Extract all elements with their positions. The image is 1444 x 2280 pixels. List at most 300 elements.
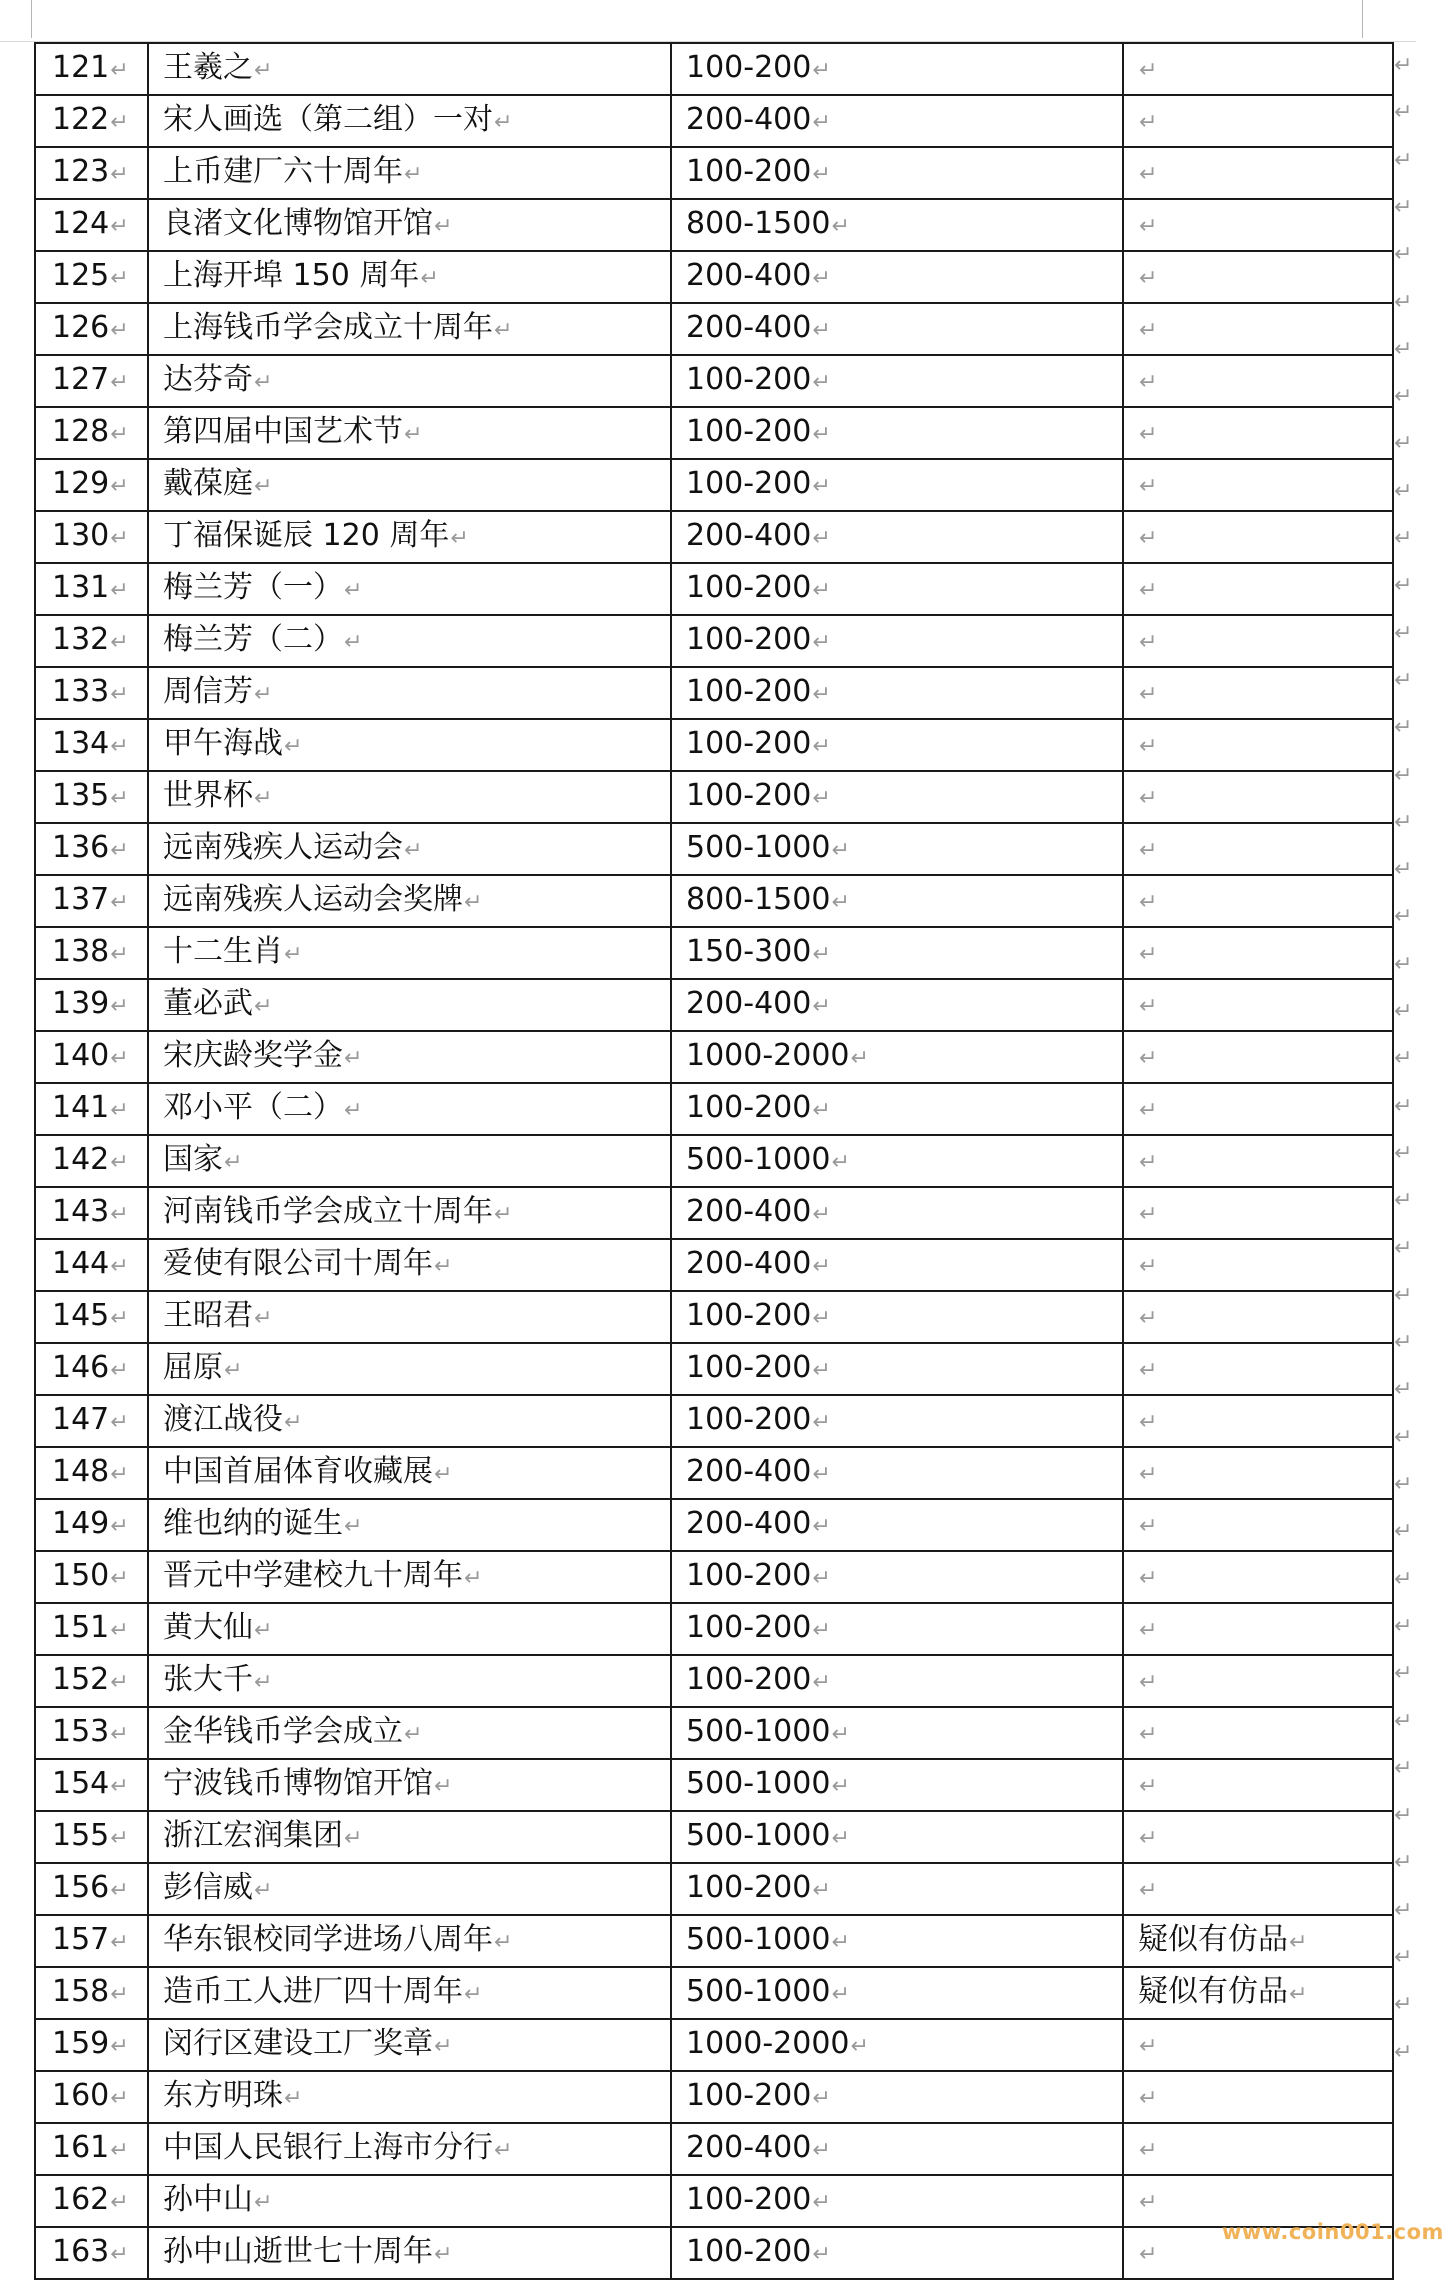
- row-number-cell: [35, 667, 148, 719]
- row-end-mark-icon: ↵: [1394, 667, 1413, 693]
- price-range-cell: [671, 511, 1123, 563]
- paragraph-mark-icon: ↵: [812, 630, 831, 655]
- row-number-cell: [35, 407, 148, 459]
- paragraph-mark-icon: ↵: [812, 578, 831, 603]
- table-row: [35, 1967, 1393, 2019]
- row-number-cell: [35, 1447, 148, 1499]
- table-row: [35, 43, 1393, 95]
- paragraph-mark-icon: ↵: [831, 1826, 850, 1851]
- paragraph-mark-icon: ↵: [110, 578, 129, 603]
- price-range-cell: [671, 1187, 1123, 1239]
- price-range-cell: [671, 1291, 1123, 1343]
- row-end-mark-icon: ↵: [1394, 951, 1413, 977]
- coin-name-cell: [148, 1135, 671, 1187]
- row-number-text: 132: [52, 622, 110, 657]
- price-range-cell: [671, 1915, 1123, 1967]
- row-end-mark-icon: ↵: [1394, 1613, 1413, 1639]
- row-end-mark-icon: ↵: [1394, 242, 1413, 268]
- coin-name-cell: [148, 1343, 671, 1395]
- paragraph-mark-icon: ↵: [1139, 1566, 1158, 1591]
- paragraph-mark-icon: ↵: [812, 1098, 831, 1123]
- paragraph-mark-icon: ↵: [110, 110, 129, 135]
- row-number-cell: [35, 1811, 148, 1863]
- table-row: [35, 1395, 1393, 1447]
- price-range-cell: [671, 1707, 1123, 1759]
- remark-cell: [1123, 459, 1393, 511]
- coin-name-cell: [148, 1395, 671, 1447]
- coin-name-text: 维也纳的诞生: [163, 1506, 343, 1541]
- paragraph-mark-icon: ↵: [812, 1618, 831, 1643]
- row-number-cell: [35, 1499, 148, 1551]
- row-number-text: 146: [52, 1350, 110, 1385]
- paragraph-mark-icon: ↵: [812, 266, 831, 291]
- paragraph-mark-icon: ↵: [110, 1722, 129, 1747]
- paragraph-mark-icon: ↵: [110, 58, 129, 83]
- table-row: [35, 303, 1393, 355]
- paragraph-mark-icon: ↵: [1139, 1774, 1158, 1799]
- paragraph-mark-icon: ↵: [110, 1930, 129, 1955]
- table-row: [35, 1499, 1393, 1551]
- price-range-text: 200-400: [686, 518, 812, 553]
- price-range-cell: [671, 2227, 1123, 2279]
- paragraph-mark-icon: ↵: [1139, 1358, 1158, 1383]
- paragraph-mark-icon: ↵: [1139, 1254, 1158, 1279]
- paragraph-mark-icon: ↵: [344, 630, 363, 655]
- price-range-text: 100-200: [686, 778, 812, 813]
- row-number-text: 160: [52, 2078, 110, 2113]
- price-range-cell: [671, 1135, 1123, 1187]
- coin-name-text: 周信芳: [163, 674, 253, 709]
- price-range-text: 100-200: [686, 1298, 812, 1333]
- paragraph-mark-icon: ↵: [494, 1202, 513, 1227]
- coin-name-cell: [148, 875, 671, 927]
- price-range-text: 100-200: [686, 726, 812, 761]
- coin-name-cell: [148, 1239, 671, 1291]
- row-number-cell: [35, 2071, 148, 2123]
- price-range-text: 100-200: [686, 1350, 812, 1385]
- price-range-cell: [671, 303, 1123, 355]
- row-number-text: 144: [52, 1246, 110, 1281]
- price-range-text: 100-200: [686, 154, 812, 189]
- row-number-cell: [35, 875, 148, 927]
- paragraph-mark-icon: ↵: [812, 370, 831, 395]
- paragraph-mark-icon: ↵: [464, 1566, 483, 1591]
- row-number-cell: [35, 95, 148, 147]
- row-number-text: 159: [52, 2026, 110, 2061]
- table-row: [35, 1707, 1393, 1759]
- paragraph-mark-icon: ↵: [110, 474, 129, 499]
- price-range-cell: [671, 2071, 1123, 2123]
- paragraph-mark-icon: ↵: [812, 318, 831, 343]
- paragraph-mark-icon: ↵: [1139, 2086, 1158, 2111]
- price-range-cell: [671, 1499, 1123, 1551]
- paragraph-mark-icon: ↵: [812, 1306, 831, 1331]
- paragraph-mark-icon: ↵: [1139, 58, 1158, 83]
- coin-name-cell: [148, 2123, 671, 2175]
- price-range-cell: [671, 2019, 1123, 2071]
- row-end-mark-icon: ↵: [1394, 573, 1413, 599]
- price-range-cell: [671, 1967, 1123, 2019]
- paragraph-mark-icon: ↵: [1139, 266, 1158, 291]
- remark-cell: [1123, 1915, 1393, 1967]
- row-number-text: 151: [52, 1610, 110, 1645]
- remark-cell: [1123, 1343, 1393, 1395]
- price-range-text: 100-200: [686, 1870, 812, 1905]
- coin-name-cell: [148, 147, 671, 199]
- paragraph-mark-icon: ↵: [1289, 1982, 1308, 2007]
- paragraph-mark-icon: ↵: [404, 838, 423, 863]
- paragraph-mark-icon: ↵: [850, 2034, 869, 2059]
- paragraph-mark-icon: ↵: [110, 2242, 129, 2267]
- row-end-mark-icon: ↵: [1394, 2039, 1413, 2065]
- paragraph-mark-icon: ↵: [434, 2242, 453, 2267]
- coin-name-text: 王羲之: [163, 50, 253, 85]
- price-range-text: 100-200: [686, 1662, 812, 1697]
- table-row: [35, 459, 1393, 511]
- paragraph-mark-icon: ↵: [434, 214, 453, 239]
- paragraph-mark-icon: ↵: [110, 838, 129, 863]
- coin-name-cell: [148, 927, 671, 979]
- row-end-mark-icon: ↵: [1394, 762, 1413, 788]
- paragraph-mark-icon: ↵: [1139, 162, 1158, 187]
- price-range-cell: [671, 2123, 1123, 2175]
- paragraph-mark-icon: ↵: [812, 2242, 831, 2267]
- remark-cell: [1123, 407, 1393, 459]
- paragraph-mark-icon: ↵: [284, 734, 303, 759]
- paragraph-mark-icon: ↵: [831, 1774, 850, 1799]
- paragraph-mark-icon: ↵: [494, 1930, 513, 1955]
- row-end-mark-icon: ↵: [1394, 809, 1413, 835]
- table-row: [35, 563, 1393, 615]
- row-number-cell: [35, 979, 148, 1031]
- paragraph-mark-icon: ↵: [110, 1202, 129, 1227]
- coin-name-text: 上币建厂六十周年: [163, 154, 403, 189]
- coin-name-text: 彭信威: [163, 1870, 253, 1905]
- table-row: [35, 1811, 1393, 1863]
- paragraph-mark-icon: ↵: [812, 2086, 831, 2111]
- coin-name-text: 丁福保诞辰 120 周年: [163, 518, 450, 553]
- price-range-text: 100-200: [686, 570, 812, 605]
- row-number-cell: [35, 1967, 148, 2019]
- paragraph-mark-icon: ↵: [434, 1774, 453, 1799]
- paragraph-mark-icon: ↵: [110, 370, 129, 395]
- paragraph-mark-icon: ↵: [812, 994, 831, 1019]
- coin-name-cell: [148, 615, 671, 667]
- coin-price-table: [34, 42, 1394, 2280]
- price-range-text: 1000-2000: [686, 2026, 850, 2061]
- row-end-mark-icon: ↵: [1394, 1803, 1413, 1829]
- table-row: [35, 1447, 1393, 1499]
- paragraph-mark-icon: ↵: [110, 786, 129, 811]
- coin-name-cell: [148, 43, 671, 95]
- price-range-cell: [671, 1603, 1123, 1655]
- row-number-cell: [35, 1395, 148, 1447]
- paragraph-mark-icon: ↵: [1139, 474, 1158, 499]
- table-row: [35, 875, 1393, 927]
- row-number-text: 155: [52, 1818, 110, 1853]
- paragraph-mark-icon: ↵: [464, 890, 483, 915]
- table-row: [35, 771, 1393, 823]
- price-range-text: 100-200: [686, 1610, 812, 1645]
- paragraph-mark-icon: ↵: [812, 526, 831, 551]
- remark-cell: [1123, 1135, 1393, 1187]
- remark-cell: [1123, 1863, 1393, 1915]
- price-range-cell: [671, 1031, 1123, 1083]
- paragraph-mark-icon: ↵: [110, 1410, 129, 1435]
- price-range-text: 200-400: [686, 1194, 812, 1229]
- table-row: [35, 355, 1393, 407]
- price-range-cell: [671, 2175, 1123, 2227]
- paragraph-mark-icon: ↵: [110, 1254, 129, 1279]
- row-number-cell: [35, 2175, 148, 2227]
- row-end-mark-icon: ↵: [1394, 1188, 1413, 1214]
- coin-name-text: 东方明珠: [163, 2078, 283, 2113]
- row-number-text: 139: [52, 986, 110, 1021]
- paragraph-mark-icon: ↵: [1139, 994, 1158, 1019]
- coin-name-text: 河南钱币学会成立十周年: [163, 1194, 493, 1229]
- remark-cell: [1123, 1239, 1393, 1291]
- paragraph-mark-icon: ↵: [1139, 1462, 1158, 1487]
- row-end-mark-icon: ↵: [1394, 857, 1413, 883]
- coin-name-text: 第四届中国艺术节: [163, 414, 403, 449]
- row-number-text: 163: [52, 2234, 110, 2269]
- price-range-text: 200-400: [686, 2130, 812, 2165]
- paragraph-mark-icon: ↵: [254, 786, 273, 811]
- table-row: [35, 1187, 1393, 1239]
- paragraph-mark-icon: ↵: [1139, 1514, 1158, 1539]
- row-number-cell: [35, 2227, 148, 2279]
- row-number-text: 135: [52, 778, 110, 813]
- row-end-mark-icon: ↵: [1394, 1897, 1413, 1923]
- coin-name-cell: [148, 979, 671, 1031]
- paragraph-mark-icon: ↵: [110, 266, 129, 291]
- paragraph-mark-icon: ↵: [110, 1774, 129, 1799]
- paragraph-mark-icon: ↵: [1139, 526, 1158, 551]
- page-corner-mark-right: [1362, 0, 1363, 38]
- remark-cell: [1123, 2019, 1393, 2071]
- row-end-mark-icon: ↵: [1394, 1140, 1413, 1166]
- coin-name-text: 渡江战役: [163, 1402, 283, 1437]
- paragraph-mark-icon: ↵: [224, 1150, 243, 1175]
- remark-cell: [1123, 1707, 1393, 1759]
- row-number-text: 157: [52, 1922, 110, 1957]
- remark-cell: [1123, 1083, 1393, 1135]
- coin-name-text: 中国人民银行上海市分行: [163, 2130, 493, 2165]
- paragraph-mark-icon: ↵: [1139, 1150, 1158, 1175]
- coin-name-text: 宁波钱币博物馆开馆: [163, 1766, 433, 1801]
- coin-name-cell: [148, 1603, 671, 1655]
- row-number-text: 134: [52, 726, 110, 761]
- coin-name-cell: [148, 823, 671, 875]
- row-number-text: 153: [52, 1714, 110, 1749]
- row-number-text: 152: [52, 1662, 110, 1697]
- row-end-mark-icon: ↵: [1394, 384, 1413, 410]
- paragraph-mark-icon: ↵: [494, 318, 513, 343]
- paragraph-mark-icon: ↵: [1139, 2034, 1158, 2059]
- paragraph-mark-icon: ↵: [110, 734, 129, 759]
- paragraph-mark-icon: ↵: [1139, 422, 1158, 447]
- coin-name-text: 浙江宏润集团: [163, 1818, 343, 1853]
- coin-name-cell: [148, 2227, 671, 2279]
- row-number-text: 122: [52, 102, 110, 137]
- paragraph-mark-icon: ↵: [344, 1046, 363, 1071]
- paragraph-mark-icon: ↵: [110, 2086, 129, 2111]
- table-row: [35, 1343, 1393, 1395]
- coin-name-text: 金华钱币学会成立: [163, 1714, 403, 1749]
- price-range-cell: [671, 1655, 1123, 1707]
- row-end-mark-icon: ↵: [1394, 1235, 1413, 1261]
- paragraph-mark-icon: ↵: [812, 1514, 831, 1539]
- paragraph-mark-icon: ↵: [831, 890, 850, 915]
- remark-cell: [1123, 1759, 1393, 1811]
- paragraph-mark-icon: ↵: [812, 682, 831, 707]
- paragraph-mark-icon: ↵: [1139, 1046, 1158, 1071]
- row-number-text: 124: [52, 206, 110, 241]
- price-range-cell: [671, 1447, 1123, 1499]
- paragraph-mark-icon: ↵: [254, 994, 273, 1019]
- row-end-mark-icon: ↵: [1394, 1661, 1413, 1687]
- paragraph-mark-icon: ↵: [110, 682, 129, 707]
- coin-name-text: 邓小平（二）: [163, 1090, 343, 1125]
- table-row: [35, 95, 1393, 147]
- paragraph-mark-icon: ↵: [254, 2190, 273, 2215]
- paragraph-mark-icon: ↵: [110, 422, 129, 447]
- table-row: [35, 1863, 1393, 1915]
- paragraph-mark-icon: ↵: [110, 1098, 129, 1123]
- paragraph-mark-icon: ↵: [110, 1358, 129, 1383]
- price-range-cell: [671, 251, 1123, 303]
- paragraph-mark-icon: ↵: [1139, 786, 1158, 811]
- remark-text: 疑似有仿品: [1138, 1974, 1288, 2009]
- coin-name-text: 梅兰芳（二）: [163, 622, 343, 657]
- paragraph-mark-icon: ↵: [110, 1826, 129, 1851]
- coin-name-cell: [148, 1759, 671, 1811]
- coin-name-cell: [148, 1863, 671, 1915]
- price-range-text: 200-400: [686, 258, 812, 293]
- coin-name-cell: [148, 355, 671, 407]
- table-row: [35, 1291, 1393, 1343]
- row-number-text: 143: [52, 1194, 110, 1229]
- row-number-text: 129: [52, 466, 110, 501]
- paragraph-mark-icon: ↵: [110, 994, 129, 1019]
- coin-name-text: 远南残疾人运动会: [163, 830, 403, 865]
- row-number-cell: [35, 1707, 148, 1759]
- row-number-text: 158: [52, 1974, 110, 2009]
- row-end-mark-icon: ↵: [1394, 1472, 1413, 1497]
- coin-name-cell: [148, 1967, 671, 2019]
- row-end-mark-icon: ↵: [1394, 1708, 1413, 1734]
- row-end-mark-icon: ↵: [1394, 53, 1413, 78]
- remark-cell: [1123, 563, 1393, 615]
- price-range-cell: [671, 459, 1123, 511]
- price-range-cell: [671, 1759, 1123, 1811]
- table-row: [35, 927, 1393, 979]
- row-end-mark-icon: ↵: [1394, 100, 1413, 126]
- row-number-cell: [35, 1239, 148, 1291]
- row-number-text: 137: [52, 882, 110, 917]
- paragraph-mark-icon: ↵: [494, 2138, 513, 2163]
- remark-cell: [1123, 147, 1393, 199]
- remark-cell: [1123, 1603, 1393, 1655]
- paragraph-mark-icon: ↵: [110, 1670, 129, 1695]
- paragraph-mark-icon: ↵: [831, 214, 850, 239]
- price-range-cell: [671, 979, 1123, 1031]
- price-range-text: 800-1500: [686, 206, 831, 241]
- paragraph-mark-icon: ↵: [110, 630, 129, 655]
- coin-name-text: 董必武: [163, 986, 253, 1021]
- coin-name-cell: [148, 771, 671, 823]
- row-end-mark-icon: ↵: [1394, 1046, 1413, 1072]
- price-range-cell: [671, 1863, 1123, 1915]
- row-number-text: 145: [52, 1298, 110, 1333]
- paragraph-mark-icon: ↵: [284, 1410, 303, 1435]
- row-number-text: 121: [52, 50, 110, 85]
- price-range-cell: [671, 771, 1123, 823]
- paragraph-mark-icon: ↵: [812, 942, 831, 967]
- row-end-mark-icon: ↵: [1394, 478, 1413, 504]
- remark-cell: [1123, 771, 1393, 823]
- row-end-mark-icon: ↵: [1394, 1755, 1413, 1781]
- paragraph-mark-icon: ↵: [812, 1410, 831, 1435]
- coin-name-text: 上海钱币学会成立十周年: [163, 310, 493, 345]
- coin-name-cell: [148, 1655, 671, 1707]
- coin-name-cell: [148, 1707, 671, 1759]
- row-number-cell: [35, 1135, 148, 1187]
- coin-name-cell: [148, 199, 671, 251]
- row-number-cell: [35, 1759, 148, 1811]
- row-number-cell: [35, 1291, 148, 1343]
- price-range-cell: [671, 1551, 1123, 1603]
- paragraph-mark-icon: ↵: [494, 110, 513, 135]
- row-number-cell: [35, 2123, 148, 2175]
- row-number-text: 138: [52, 934, 110, 969]
- price-range-cell: [671, 1083, 1123, 1135]
- coin-name-cell: [148, 719, 671, 771]
- paragraph-mark-icon: ↵: [1139, 942, 1158, 967]
- paragraph-mark-icon: ↵: [1139, 1098, 1158, 1123]
- paragraph-mark-icon: ↵: [434, 1462, 453, 1487]
- table-row: [35, 511, 1393, 563]
- paragraph-mark-icon: ↵: [344, 1826, 363, 1851]
- table-row: [35, 615, 1393, 667]
- coin-name-cell: [148, 2019, 671, 2071]
- paragraph-mark-icon: ↵: [110, 2190, 129, 2215]
- paragraph-mark-icon: ↵: [812, 2190, 831, 2215]
- remark-cell: [1123, 979, 1393, 1031]
- coin-name-cell: [148, 1447, 671, 1499]
- table-row: [35, 1655, 1393, 1707]
- price-range-text: 500-1000: [686, 1142, 831, 1177]
- table-row: [35, 1083, 1393, 1135]
- paragraph-mark-icon: ↵: [1139, 110, 1158, 135]
- paragraph-mark-icon: ↵: [831, 1722, 850, 1747]
- row-number-cell: [35, 719, 148, 771]
- row-number-text: 126: [52, 310, 110, 345]
- price-range-cell: [671, 95, 1123, 147]
- paragraph-mark-icon: ↵: [254, 58, 273, 83]
- row-number-text: 161: [52, 2130, 110, 2165]
- paragraph-mark-icon: ↵: [1139, 2138, 1158, 2163]
- price-range-text: 500-1000: [686, 1818, 831, 1853]
- row-number-cell: [35, 1863, 148, 1915]
- coin-name-text: 达芬奇: [163, 362, 253, 397]
- row-number-cell: [35, 1343, 148, 1395]
- row-number-text: 133: [52, 674, 110, 709]
- remark-cell: [1123, 1447, 1393, 1499]
- price-range-text: 500-1000: [686, 1922, 831, 1957]
- coin-name-text: 戴葆庭: [163, 466, 253, 501]
- coin-name-text: 晋元中学建校九十周年: [163, 1558, 463, 1593]
